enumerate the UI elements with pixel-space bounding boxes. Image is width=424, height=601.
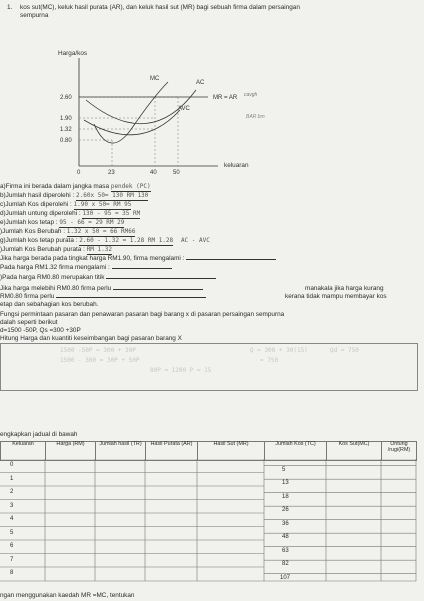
part-label: e)Jumlah kos tetap : <box>0 219 58 226</box>
part-l-text-b: manakala jika harga kurang <box>305 285 384 292</box>
col-header: Untung /rugi(RM) <box>382 442 417 461</box>
keluaran-cell: 1 <box>10 476 14 482</box>
jumlah-kos-cell: 18 <box>282 494 289 500</box>
graph-ylabel: Harga/kos <box>58 50 88 57</box>
col-header: Keluaran <box>1 442 46 461</box>
keluaran-cell: 2 <box>10 489 14 495</box>
col-header: Jumlah Kos (TC) <box>265 442 327 461</box>
handwritten-note: AC - AVC <box>180 237 210 244</box>
mr-ar-label: MR = AR <box>213 95 238 101</box>
part-k-text: )Pada harga RM0.80 merupakan titik <box>0 274 105 281</box>
part-label: c)Jumlah Kos diperolehi : <box>0 201 72 208</box>
faint-working: 1500 - 300 = 30P + 50P <box>60 357 140 364</box>
part-b <box>0 192 148 201</box>
question-number: 1. <box>7 4 13 11</box>
keluaran-cell: 3 <box>10 503 14 509</box>
handwritten-answer: 130 - 95 = 35 RM <box>82 210 141 217</box>
handwritten-answer: pendek (PC) <box>110 183 151 190</box>
answer-blank[interactable] <box>113 289 203 290</box>
jumlah-kos-cell: 107 <box>280 575 291 581</box>
handwritten-answer: 95 - 66 = 29 RM 29 <box>59 219 125 226</box>
part-label: a)Firma ini berada dalam jangka masa <box>0 183 110 190</box>
keluaran-cell: 5 <box>10 530 14 536</box>
ytick-2.60: 2.60 <box>60 95 72 101</box>
table-header-row <box>1 442 417 461</box>
jumlah-kos-cell: 63 <box>282 548 289 554</box>
cost-curve-graph <box>0 0 424 185</box>
table-intro: engkapkan jadual di bawah <box>0 431 78 438</box>
col-header: Hasil Sut (MR) <box>198 442 265 461</box>
part-label: b)Jumlah hasil diperolehi : <box>0 192 75 199</box>
q2-task: Hitung Harga dan kuantiti keseimbangan bagi pasaran barang X <box>0 335 182 342</box>
part-label: )Jumlah Kos Berubah purata : <box>0 246 85 253</box>
faint-working: = 750 <box>260 357 279 364</box>
part-l-text-c: RM0.80 firma perlu <box>0 293 55 300</box>
part-k <box>0 274 216 281</box>
part-label: d)Jumlah untung diperolehi : <box>0 210 81 217</box>
keluaran-cell: 0 <box>10 462 14 468</box>
part-c <box>0 201 131 210</box>
handwritten-answer: RM 1.32 <box>86 246 112 253</box>
faint-working: 80P = 1200 P = 15 <box>150 367 212 374</box>
answer-blank[interactable] <box>106 278 216 279</box>
jumlah-kos-cell: 48 <box>282 534 289 540</box>
q2-text: Fungsi permintaan pasaran dan penawaran pasaran bagi barang x di pasaran persaingan sempurna <box>0 311 285 318</box>
mc-label: MC <box>150 76 160 82</box>
handwritten-answer: 1.90 x 50= RM 95 <box>73 201 132 208</box>
avc-curve <box>84 110 180 135</box>
jumlah-kos-cell: 82 <box>282 561 289 567</box>
faint-working: Qd = 750 <box>330 347 359 354</box>
jumlah-kos-cell: 26 <box>282 507 289 513</box>
answer-blank[interactable] <box>112 268 172 269</box>
xtick-23: 23 <box>108 170 115 176</box>
q2-equations: d=1500 -50P, Qs =300 +30P <box>0 327 81 334</box>
jumlah-kos-cell: 36 <box>282 521 289 527</box>
keluaran-cell: 4 <box>10 516 14 522</box>
col-header: Harga (RM) <box>46 442 96 461</box>
answer-blank[interactable] <box>186 259 276 260</box>
col-header: Hasil Purata (AR) <box>146 442 198 461</box>
part-j <box>0 264 172 271</box>
keluaran-cell: 6 <box>10 543 14 549</box>
part-l-line2 <box>0 293 206 300</box>
col-header: Kos Sut(MC) <box>327 442 382 461</box>
col-header: Jumlah hasil (TR) <box>96 442 146 461</box>
part-j-text: Pada harga RM1.32 firma mengalami : <box>0 264 110 271</box>
xtick-40: 40 <box>150 170 157 176</box>
ytick-1.90: 1.90 <box>60 116 72 122</box>
part-l-text: Jika harga melebihi RM0.80 firma perlu <box>0 285 112 292</box>
avc-label: AVC <box>178 106 190 112</box>
part-label: g)Jumlah kos tetap purata : <box>0 237 78 244</box>
keluaran-cell: 7 <box>10 557 14 563</box>
part-f <box>0 228 135 237</box>
handwritten-answer: 2.60 - 1.32 = 1.28 RM 1.28 <box>79 237 174 244</box>
faint-working: 1500 -50P = 300 + 30P <box>60 347 136 354</box>
jumlah-kos-cell: 5 <box>282 467 286 473</box>
part-label: )Jumlah Kos Berubah : <box>0 228 66 235</box>
part-h <box>0 246 112 255</box>
jumlah-kos-cell: 13 <box>282 480 289 486</box>
handwritten-answer: 1.32 x 50 = 66 RM66 <box>66 228 136 235</box>
part-i-text: Jika harga berada pada tingkat harga RM1.90, firma mengalami : <box>0 255 185 262</box>
q2-text-cont: dalah seperti berikut <box>0 319 58 326</box>
part-l-text-d: kerana tidak mampu membayar kos <box>285 293 387 300</box>
part-a <box>0 183 151 192</box>
ytick-1.32: 1.32 <box>60 127 72 133</box>
schedule-table <box>0 441 417 461</box>
ac-label: AC <box>196 80 205 86</box>
part-d <box>0 210 140 219</box>
answer-blank[interactable] <box>56 297 206 298</box>
part-l-line1 <box>0 285 203 292</box>
mc-curve <box>94 82 168 143</box>
xtick-50: 50 <box>173 170 180 176</box>
faint-working: Q = 300 + 30(15) <box>250 347 308 354</box>
table-grid <box>0 459 424 594</box>
footer-text: ngan menggunakan kaedah MR =MC, tentukan <box>0 592 135 599</box>
part-e <box>0 219 124 228</box>
part-i <box>0 255 276 262</box>
mr-ar-note: cavgh <box>244 92 258 98</box>
handwritten-answer: 2.60x 50= 130 RM 130 <box>76 192 149 199</box>
keluaran-cell: 8 <box>10 570 14 576</box>
question-text-cont: sempurna <box>20 12 49 19</box>
xtick-0: 0 <box>77 170 81 176</box>
question-text: kos sut(MC), keluk hasil purata (AR), dan keluk hasil sut (MR) bagi sebuah firma dalam persaingan <box>20 4 300 11</box>
graph-xlabel: keluaran <box>224 162 249 169</box>
part-l-text-e: etap dan sebahagian kos berubah. <box>0 301 99 308</box>
bar-note: BAR bm <box>246 114 265 120</box>
part-g <box>0 237 210 246</box>
ytick-0.80: 0.80 <box>60 138 72 144</box>
